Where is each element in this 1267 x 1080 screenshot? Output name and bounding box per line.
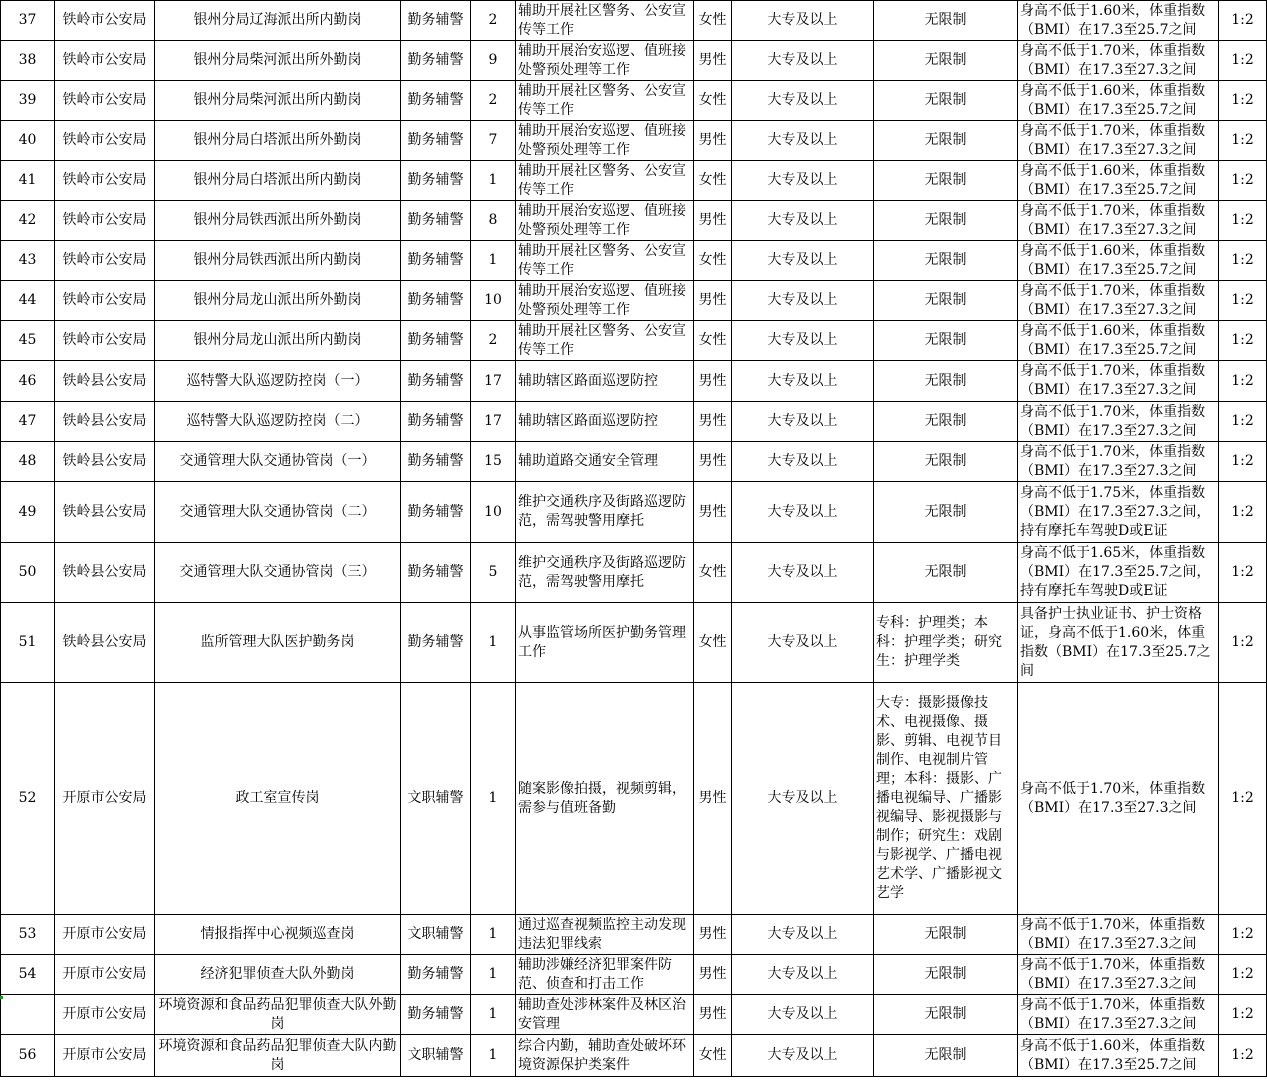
gender-cell: 男性 — [694, 361, 732, 402]
headcount-cell: 2 — [471, 1, 516, 41]
headcount-cell: 8 — [471, 201, 516, 241]
gender-cell: 男性 — [694, 442, 732, 482]
gender-cell: 男性 — [694, 201, 732, 241]
post-type-cell: 文职辅警 — [401, 1035, 471, 1077]
headcount-cell: 1 — [471, 603, 516, 683]
major-cell: 无限制 — [874, 442, 1018, 482]
education-cell: 大专及以上 — [732, 201, 874, 241]
post-type-cell: 勤务辅警 — [401, 1, 471, 41]
unit-cell: 铁岭市公安局 — [55, 41, 155, 81]
education-cell: 大专及以上 — [732, 442, 874, 482]
gender-cell: 女性 — [694, 81, 732, 121]
post-type-cell: 勤务辅警 — [401, 241, 471, 281]
duty-cell: 通过巡查视频监控主动发现违法犯罪线索 — [516, 915, 694, 955]
gender-cell: 男性 — [694, 402, 732, 442]
ratio-cell: 1:2 — [1219, 321, 1267, 361]
row-number: 38 — [1, 41, 55, 81]
education-cell: 大专及以上 — [732, 1, 874, 41]
major-cell: 大专：摄影摄像技术、电视摄像、摄影、剪辑、电视节目制作、电视制片管理；本科：摄影、广播电视编导、广播影视编导、影视摄影与制作；研究生：戏剧与影视学、广播电视艺术学、广播影视文艺学 — [874, 683, 1018, 915]
major-cell: 无限制 — [874, 201, 1018, 241]
duty-cell: 辅助开展治安巡逻、值班接处警预处理等工作 — [516, 201, 694, 241]
duty-cell: 维护交通秩序及街路巡逻防范，需驾驶警用摩托 — [516, 543, 694, 603]
post-name-cell: 银州分局龙山派出所内勤岗 — [155, 321, 401, 361]
table-row — [1, 482, 1267, 543]
gender-cell: 女性 — [694, 543, 732, 603]
major-cell: 无限制 — [874, 161, 1018, 201]
post-type-cell: 勤务辅警 — [401, 482, 471, 543]
post-type-cell: 勤务辅警 — [401, 281, 471, 321]
post-name-cell: 情报指挥中心视频巡查岗 — [155, 915, 401, 955]
unit-cell: 开原市公安局 — [55, 683, 155, 915]
major-cell: 无限制 — [874, 81, 1018, 121]
major-cell: 无限制 — [874, 995, 1018, 1035]
education-cell: 大专及以上 — [732, 915, 874, 955]
headcount-cell: 10 — [471, 281, 516, 321]
post-name-cell: 银州分局柴河派出所外勤岗 — [155, 41, 401, 81]
duty-cell: 辅助开展治安巡逻、值班接处警预处理等工作 — [516, 41, 694, 81]
major-cell: 无限制 — [874, 915, 1018, 955]
row-number — [1, 995, 55, 1035]
unit-cell: 铁岭市公安局 — [55, 81, 155, 121]
unit-cell: 铁岭市公安局 — [55, 241, 155, 281]
requirement-cell: 身高不低于1.65米，体重指数（BMI）在17.3至25.7之间，持有摩托车驾驶D或E证 — [1018, 543, 1219, 603]
duty-cell: 辅助开展治安巡逻、值班接处警预处理等工作 — [516, 121, 694, 161]
unit-cell: 铁岭市公安局 — [55, 121, 155, 161]
post-name-cell: 银州分局辽海派出所内勤岗 — [155, 1, 401, 41]
unit-cell: 铁岭市公安局 — [55, 281, 155, 321]
table-row — [1, 543, 1267, 603]
headcount-cell: 1 — [471, 1035, 516, 1077]
major-cell: 无限制 — [874, 281, 1018, 321]
major-cell: 无限制 — [874, 241, 1018, 281]
table-row — [1, 955, 1267, 995]
education-cell: 大专及以上 — [732, 281, 874, 321]
table-row — [1, 1035, 1267, 1077]
ratio-cell: 1:2 — [1219, 482, 1267, 543]
headcount-cell: 7 — [471, 121, 516, 161]
row-number: 43 — [1, 241, 55, 281]
post-type-cell: 勤务辅警 — [401, 543, 471, 603]
post-type-cell: 文职辅警 — [401, 915, 471, 955]
headcount-cell: 1 — [471, 241, 516, 281]
major-cell: 无限制 — [874, 1, 1018, 41]
row-number: 46 — [1, 361, 55, 402]
table-row — [1, 683, 1267, 915]
education-cell: 大专及以上 — [732, 1035, 874, 1077]
unit-cell: 铁岭县公安局 — [55, 543, 155, 603]
unit-cell: 铁岭市公安局 — [55, 201, 155, 241]
ratio-cell: 1:2 — [1219, 161, 1267, 201]
table-row — [1, 201, 1267, 241]
table-row — [1, 161, 1267, 201]
headcount-cell: 2 — [471, 321, 516, 361]
row-number: 50 — [1, 543, 55, 603]
education-cell: 大专及以上 — [732, 321, 874, 361]
row-number: 41 — [1, 161, 55, 201]
gender-cell: 男性 — [694, 955, 732, 995]
post-type-cell: 勤务辅警 — [401, 81, 471, 121]
ratio-cell: 1:2 — [1219, 683, 1267, 915]
table-row — [1, 442, 1267, 482]
duty-cell: 辅助开展社区警务、公安宣传等工作 — [516, 161, 694, 201]
duty-cell: 辅助开展社区警务、公安宣传等工作 — [516, 81, 694, 121]
row-number: 47 — [1, 402, 55, 442]
post-name-cell: 交通管理大队交通协管岗（一） — [155, 442, 401, 482]
ratio-cell: 1:2 — [1219, 201, 1267, 241]
education-cell: 大专及以上 — [732, 543, 874, 603]
major-cell: 无限制 — [874, 321, 1018, 361]
table-row — [1, 81, 1267, 121]
requirement-cell: 身高不低于1.70米，体重指数（BMI）在17.3至27.3之间 — [1018, 121, 1219, 161]
row-number: 56 — [1, 1035, 55, 1077]
table-row — [1, 915, 1267, 955]
headcount-cell: 17 — [471, 402, 516, 442]
duty-cell: 从事监管场所医护勤务管理工作 — [516, 603, 694, 683]
headcount-cell: 5 — [471, 543, 516, 603]
gender-cell: 女性 — [694, 321, 732, 361]
major-cell: 无限制 — [874, 482, 1018, 543]
post-type-cell: 勤务辅警 — [401, 41, 471, 81]
requirement-cell: 具备护士执业证书、护士资格证，身高不低于1.60米，体重指数（BMI）在17.3至25.7之间 — [1018, 603, 1219, 683]
unit-cell: 铁岭市公安局 — [55, 1, 155, 41]
gender-cell: 女性 — [694, 1, 732, 41]
post-type-cell: 勤务辅警 — [401, 442, 471, 482]
education-cell: 大专及以上 — [732, 81, 874, 121]
ratio-cell: 1:2 — [1219, 1, 1267, 41]
duty-cell: 维护交通秩序及街路巡逻防范，需驾驶警用摩托 — [516, 482, 694, 543]
education-cell: 大专及以上 — [732, 683, 874, 915]
post-name-cell: 巡特警大队巡逻防控岗（一） — [155, 361, 401, 402]
post-name-cell: 环境资源和食品药品犯罪侦查大队外勤岗 — [155, 995, 401, 1035]
requirement-cell: 身高不低于1.60米，体重指数（BMI）在17.3至25.7之间 — [1018, 241, 1219, 281]
post-type-cell: 勤务辅警 — [401, 603, 471, 683]
row-number: 40 — [1, 121, 55, 161]
requirement-cell: 身高不低于1.60米，体重指数（BMI）在17.3至25.7之间 — [1018, 161, 1219, 201]
headcount-cell: 9 — [471, 41, 516, 81]
requirement-cell: 身高不低于1.60米，体重指数（BMI）在17.3至25.7之间 — [1018, 321, 1219, 361]
education-cell: 大专及以上 — [732, 241, 874, 281]
duty-cell: 辅助开展社区警务、公安宣传等工作 — [516, 1, 694, 41]
requirement-cell: 身高不低于1.70米，体重指数（BMI）在17.3至27.3之间 — [1018, 683, 1219, 915]
headcount-cell: 15 — [471, 442, 516, 482]
requirement-cell: 身高不低于1.75米，体重指数（BMI）在17.3至27.3之间，持有摩托车驾驶D或E证 — [1018, 482, 1219, 543]
ratio-cell: 1:2 — [1219, 1035, 1267, 1077]
education-cell: 大专及以上 — [732, 41, 874, 81]
ratio-cell: 1:2 — [1219, 241, 1267, 281]
table-row — [1, 241, 1267, 281]
ratio-cell: 1:2 — [1219, 603, 1267, 683]
row-number: 39 — [1, 81, 55, 121]
requirement-cell: 身高不低于1.70米，体重指数（BMI）在17.3至27.3之间 — [1018, 442, 1219, 482]
ratio-cell: 1:2 — [1219, 402, 1267, 442]
major-cell: 无限制 — [874, 402, 1018, 442]
unit-cell: 铁岭县公安局 — [55, 361, 155, 402]
headcount-cell: 1 — [471, 683, 516, 915]
post-name-cell: 监所管理大队医护勤务岗 — [155, 603, 401, 683]
unit-cell: 开原市公安局 — [55, 955, 155, 995]
ratio-cell: 1:2 — [1219, 915, 1267, 955]
table-row — [1, 1, 1267, 41]
unit-cell: 铁岭市公安局 — [55, 321, 155, 361]
requirement-cell: 身高不低于1.70米，体重指数（BMI）在17.3至27.3之间 — [1018, 201, 1219, 241]
education-cell: 大专及以上 — [732, 121, 874, 161]
ratio-cell: 1:2 — [1219, 361, 1267, 402]
requirement-cell: 身高不低于1.70米，体重指数（BMI）在17.3至27.3之间 — [1018, 361, 1219, 402]
cell-marker — [0, 996, 3, 999]
requirement-cell: 身高不低于1.70米，体重指数（BMI）在17.3至27.3之间 — [1018, 402, 1219, 442]
duty-cell: 辅助辖区路面巡逻防控 — [516, 361, 694, 402]
major-cell: 无限制 — [874, 361, 1018, 402]
duty-cell: 辅助辖区路面巡逻防控 — [516, 402, 694, 442]
gender-cell: 男性 — [694, 281, 732, 321]
major-cell: 无限制 — [874, 41, 1018, 81]
post-name-cell: 政工室宣传岗 — [155, 683, 401, 915]
post-name-cell: 交通管理大队交通协管岗（三） — [155, 543, 401, 603]
gender-cell: 女性 — [694, 161, 732, 201]
ratio-cell: 1:2 — [1219, 121, 1267, 161]
duty-cell: 辅助涉嫌经济犯罪案件防范、侦查和打击工作 — [516, 955, 694, 995]
ratio-cell: 1:2 — [1219, 543, 1267, 603]
ratio-cell: 1:2 — [1219, 955, 1267, 995]
table-row — [1, 402, 1267, 442]
ratio-cell: 1:2 — [1219, 995, 1267, 1035]
post-type-cell: 文职辅警 — [401, 683, 471, 915]
post-type-cell: 勤务辅警 — [401, 321, 471, 361]
unit-cell: 开原市公安局 — [55, 1035, 155, 1077]
major-cell: 无限制 — [874, 955, 1018, 995]
education-cell: 大专及以上 — [732, 603, 874, 683]
requirement-cell: 身高不低于1.70米，体重指数（BMI）在17.3至27.3之间 — [1018, 281, 1219, 321]
headcount-cell: 1 — [471, 995, 516, 1035]
gender-cell: 男性 — [694, 482, 732, 543]
requirement-cell: 身高不低于1.70米，体重指数（BMI）在17.3至27.3之间 — [1018, 955, 1219, 995]
education-cell: 大专及以上 — [732, 161, 874, 201]
post-name-cell: 巡特警大队巡逻防控岗（二） — [155, 402, 401, 442]
headcount-cell: 1 — [471, 915, 516, 955]
ratio-cell: 1:2 — [1219, 81, 1267, 121]
requirement-cell: 身高不低于1.70米，体重指数（BMI）在17.3至27.3之间 — [1018, 41, 1219, 81]
requirement-cell: 身高不低于1.60米，体重指数（BMI）在17.3至25.7之间 — [1018, 1, 1219, 41]
gender-cell: 男性 — [694, 915, 732, 955]
ratio-cell: 1:2 — [1219, 281, 1267, 321]
unit-cell: 铁岭县公安局 — [55, 442, 155, 482]
gender-cell: 女性 — [694, 241, 732, 281]
headcount-cell: 1 — [471, 161, 516, 201]
post-name-cell: 银州分局铁西派出所内勤岗 — [155, 241, 401, 281]
major-cell: 专科：护理类；本科：护理学类；研究生：护理学类 — [874, 603, 1018, 683]
duty-cell: 综合内勤，辅助查处破坏环境资源保护类案件 — [516, 1035, 694, 1077]
requirement-cell: 身高不低于1.70米，体重指数（BMI）在17.3至27.3之间 — [1018, 995, 1219, 1035]
unit-cell: 铁岭县公安局 — [55, 402, 155, 442]
ratio-cell: 1:2 — [1219, 41, 1267, 81]
ratio-cell: 1:2 — [1219, 442, 1267, 482]
headcount-cell: 2 — [471, 81, 516, 121]
unit-cell: 铁岭市公安局 — [55, 161, 155, 201]
major-cell: 无限制 — [874, 543, 1018, 603]
row-number: 45 — [1, 321, 55, 361]
post-name-cell: 银州分局铁西派出所外勤岗 — [155, 201, 401, 241]
gender-cell: 男性 — [694, 683, 732, 915]
post-type-cell: 勤务辅警 — [401, 361, 471, 402]
gender-cell: 男性 — [694, 121, 732, 161]
post-name-cell: 经济犯罪侦查大队外勤岗 — [155, 955, 401, 995]
duty-cell: 辅助开展治安巡逻、值班接处警预处理等工作 — [516, 281, 694, 321]
duty-cell: 辅助道路交通安全管理 — [516, 442, 694, 482]
table-row — [1, 361, 1267, 402]
row-number: 49 — [1, 482, 55, 543]
table-row — [1, 603, 1267, 683]
duty-cell: 辅助开展社区警务、公安宣传等工作 — [516, 321, 694, 361]
unit-cell: 开原市公安局 — [55, 995, 155, 1035]
education-cell: 大专及以上 — [732, 402, 874, 442]
post-name-cell: 银州分局白塔派出所内勤岗 — [155, 161, 401, 201]
duty-cell: 辅助开展社区警务、公安宣传等工作 — [516, 241, 694, 281]
row-number: 37 — [1, 1, 55, 41]
post-name-cell: 银州分局白塔派出所外勤岗 — [155, 121, 401, 161]
gender-cell: 男性 — [694, 995, 732, 1035]
duty-cell: 随案影像拍摄，视频剪辑，需参与值班备勤 — [516, 683, 694, 915]
unit-cell: 开原市公安局 — [55, 915, 155, 955]
unit-cell: 铁岭县公安局 — [55, 603, 155, 683]
table-row — [1, 41, 1267, 81]
requirement-cell: 身高不低于1.60米，体重指数（BMI）在17.3至25.7之间 — [1018, 1035, 1219, 1077]
education-cell: 大专及以上 — [732, 955, 874, 995]
gender-cell: 女性 — [694, 603, 732, 683]
row-number: 44 — [1, 281, 55, 321]
requirement-cell: 身高不低于1.60米，体重指数（BMI）在17.3至25.7之间 — [1018, 81, 1219, 121]
post-type-cell: 勤务辅警 — [401, 201, 471, 241]
post-type-cell: 勤务辅警 — [401, 121, 471, 161]
post-type-cell: 勤务辅警 — [401, 995, 471, 1035]
education-cell: 大专及以上 — [732, 482, 874, 543]
table-row — [1, 321, 1267, 361]
duty-cell: 辅助查处涉林案件及林区治安管理 — [516, 995, 694, 1035]
table-body — [1, 1, 1267, 1077]
education-cell: 大专及以上 — [732, 995, 874, 1035]
gender-cell: 男性 — [694, 41, 732, 81]
post-name-cell: 环境资源和食品药品犯罪侦查大队内勤岗 — [155, 1035, 401, 1077]
row-number: 52 — [1, 683, 55, 915]
table-row — [1, 995, 1267, 1035]
headcount-cell: 17 — [471, 361, 516, 402]
headcount-cell: 10 — [471, 482, 516, 543]
post-name-cell: 交通管理大队交通协管岗（二） — [155, 482, 401, 543]
post-name-cell: 银州分局柴河派出所内勤岗 — [155, 81, 401, 121]
row-number: 42 — [1, 201, 55, 241]
row-number: 54 — [1, 955, 55, 995]
headcount-cell: 1 — [471, 955, 516, 995]
post-type-cell: 勤务辅警 — [401, 161, 471, 201]
post-type-cell: 勤务辅警 — [401, 955, 471, 995]
major-cell: 无限制 — [874, 1035, 1018, 1077]
unit-cell: 铁岭县公安局 — [55, 482, 155, 543]
gender-cell: 女性 — [694, 1035, 732, 1077]
major-cell: 无限制 — [874, 121, 1018, 161]
row-number: 51 — [1, 603, 55, 683]
table-row — [1, 281, 1267, 321]
education-cell: 大专及以上 — [732, 361, 874, 402]
requirement-cell: 身高不低于1.70米，体重指数（BMI）在17.3至27.3之间 — [1018, 915, 1219, 955]
table-row — [1, 121, 1267, 161]
row-number: 53 — [1, 915, 55, 955]
post-type-cell: 勤务辅警 — [401, 402, 471, 442]
row-number: 48 — [1, 442, 55, 482]
post-name-cell: 银州分局龙山派出所外勤岗 — [155, 281, 401, 321]
